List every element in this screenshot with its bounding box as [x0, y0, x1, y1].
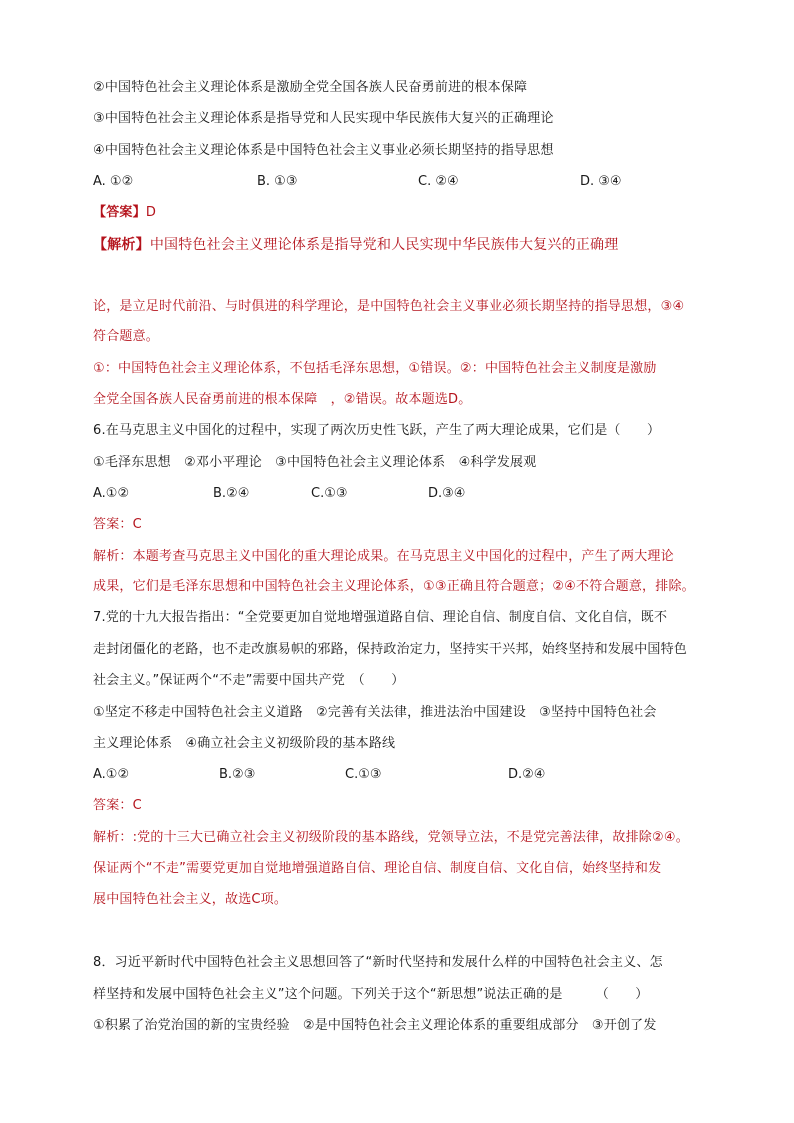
q7-question-line-1: 7.党的十九大报告指出：“全党要更加自觉地增强道路自信、理论自信、制度自信、文化自信，既不 — [93, 610, 668, 625]
q8-question-line-2: 样坚持和发展中国特色社会主义”这个问题。下列关于这个“新思想”说法正确的是 （ ） — [93, 987, 649, 1002]
q6-question: 6.在马克思主义中国化的过程中，实现了两次历史性飞跃，产生了两大理论成果，它们是（ ） — [93, 423, 661, 438]
analysis-choice: ③④ — [660, 299, 685, 314]
q5-analysis-line-5: 全党全国各族人民奋勇前进的根本保障 ，②错误。故本题选D。 — [93, 392, 472, 407]
analysis-text: 解析：:党的十三大已确立社会主义初级阶段的基本路线，党领导立法，不是党完善法律，故排除 — [93, 830, 652, 845]
analysis-choice: ②④。 — [651, 830, 689, 845]
q5-statement-2: ②中国特色社会主义理论体系是激励全党全国各族人民奋勇前进的根本保障 — [93, 80, 528, 95]
q7-option-b: B.②③ — [219, 767, 256, 782]
q7-question-line-2: 走封闭僵化的老路，也不走改旗易帜的邪路，保持政治定力，坚持实干兴邦，始终坚持和发展中国特色 — [93, 642, 688, 657]
q7-analysis-line-2: 保证两个“不走”需要党更加自觉地增强道路自信、理论自信、制度自信、文化自信，始终坚持和发 — [93, 861, 662, 876]
q6-option-d: D.③④ — [428, 486, 466, 501]
analysis-text: 中国特色社会主义理论体系是指导党和人民实现中华民族伟大复兴的正确理 — [149, 237, 619, 253]
q5-statement-3: ③中国特色社会主义理论体系是指导党和人民实现中华民族伟大复兴的正确理论 — [93, 111, 554, 126]
q7-answer: 答案：C — [93, 798, 142, 813]
q5-option-c: C. ②④ — [418, 174, 459, 189]
q7-items-line-1: ①坚定不移走中国特色社会主义道路 ②完善有关法律，推进法治中国建设 ③坚持中国特色社会 — [93, 705, 657, 720]
q5-option-a: A. ①② — [93, 174, 134, 189]
q6-option-c: C.①③ — [311, 486, 348, 501]
q5-analysis-line-2 — [93, 298, 684, 316]
q6-items: ①毛泽东思想 ②邓小平理论 ③中国特色社会主义理论体系 ④科学发展观 — [93, 455, 537, 470]
q5-answer — [93, 204, 156, 222]
q5-option-d: D. ③④ — [580, 174, 622, 189]
q5-analysis-line-3: 符合题意。 — [93, 329, 160, 344]
q7-option-d: D.②④ — [508, 767, 546, 782]
q6-analysis-line-2 — [93, 578, 695, 596]
q5-option-b: B. ①③ — [257, 174, 298, 189]
q6-analysis-line-1: 解析：本题考查马克思主义中国化的重大理论成果。在马克思主义中国化的过程中，产生了两大理论 — [93, 549, 674, 564]
answer-tag: 【答案】 — [93, 205, 146, 220]
q7-items-line-2: 主义理论体系 ④确立社会主义初级阶段的基本路线 — [93, 736, 396, 751]
q6-option-b: B.②④ — [213, 486, 250, 501]
analysis-text: 不符合题意，排除。 — [576, 579, 695, 594]
q6-answer: 答案：C — [93, 517, 142, 532]
q7-question-line-3: 社会主义。”保证两个“不走”需要中国共产党 （ ） — [93, 673, 405, 688]
analysis-text: 论，是立足时代前沿、与时俱进的科学理论，是中国特色社会主义事业必须长期坚持的指导思想， — [93, 299, 661, 314]
q5-analysis-line-4: ①：中国特色社会主义理论体系，不包括毛泽东思想，①错误。②：中国特色社会主义制度是激励 — [93, 361, 657, 376]
analysis-tag: 【解析】 — [93, 237, 150, 253]
q7-analysis-line-1 — [93, 829, 689, 847]
q7-analysis-line-3: 展中国特色社会主义，故选C项。 — [93, 892, 288, 907]
q8-question-line-1: 8．习近平新时代中国特色社会主义思想回答了“新时代坚持和发展什么样的中国特色社会主义、怎 — [93, 955, 663, 970]
q6-option-a: A.①② — [93, 486, 130, 501]
q8-items-line-1: ①积累了治党治国的新的宝贵经验 ②是中国特色社会主义理论体系的重要组成部分 ③开创了发 — [93, 1018, 657, 1033]
q7-option-a: A.①② — [93, 767, 130, 782]
q7-option-c: C.①③ — [345, 767, 382, 782]
q5-statement-4: ④中国特色社会主义理论体系是中国特色社会主义事业必须长期坚持的指导思想 — [93, 143, 554, 158]
q5-analysis-line-1 — [93, 236, 618, 254]
answer-value: D — [145, 205, 157, 220]
analysis-choice: ①③正确且符合题意；②④ — [423, 579, 577, 594]
analysis-text: 成果，它们是毛泽东思想和中国特色社会主义理论体系， — [93, 579, 424, 594]
